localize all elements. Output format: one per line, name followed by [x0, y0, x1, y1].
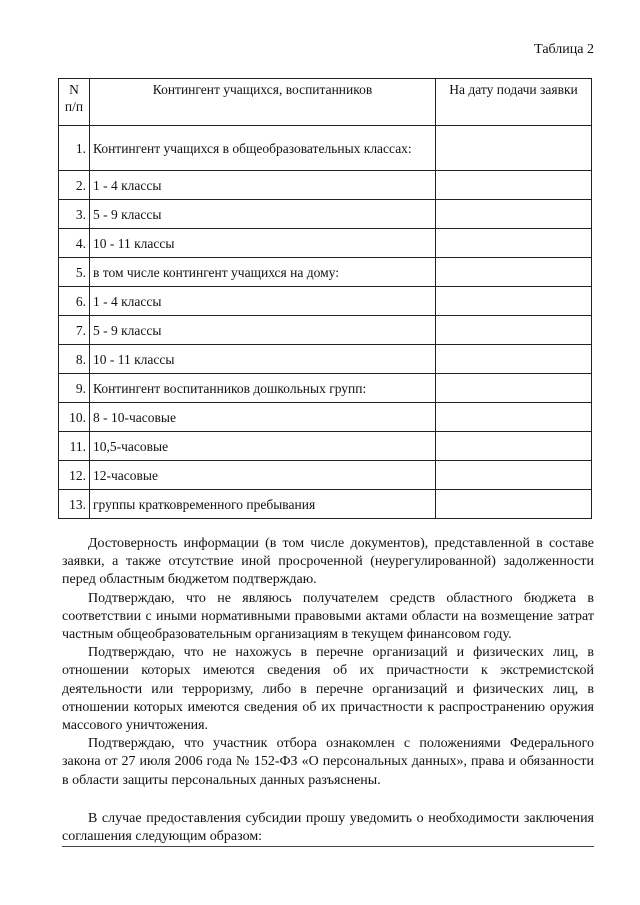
row-number: 7.	[59, 316, 90, 345]
row-value-cell[interactable]	[436, 403, 592, 432]
row-number: 5.	[59, 258, 90, 287]
row-value-cell[interactable]	[436, 374, 592, 403]
row-label: 1 - 4 классы	[90, 287, 436, 316]
row-value-cell[interactable]	[436, 461, 592, 490]
row-number: 6.	[59, 287, 90, 316]
row-value-cell[interactable]	[436, 432, 592, 461]
paragraph-not-recipient: Подтверждаю, что не являюсь получателем средств областного бюджета в соответствии с иными нормативными правовыми актами области на возмещение затрат частным общеобразовательным организациям в текущем финансовом году.	[62, 590, 594, 643]
table-row	[59, 432, 592, 461]
row-number: 11.	[59, 432, 90, 461]
table-row	[59, 200, 592, 229]
row-value-cell[interactable]	[436, 229, 592, 258]
contingent-table	[58, 78, 592, 519]
table-row	[59, 461, 592, 490]
table-row	[59, 171, 592, 200]
row-number: 12.	[59, 461, 90, 490]
row-number: 2.	[59, 171, 90, 200]
row-value-cell[interactable]	[436, 345, 592, 374]
header-date: На дату подачи заявки	[436, 79, 592, 126]
paragraph-not-listed: Подтверждаю, что не нахожусь в перечне организаций и физических лиц, в отношении которых имеются сведения об их причастности к экстремистской деятельности или терроризму, либо в перечне организаций и физических лиц, в отношении которых имеются сведения об их причастности к распространению оружия массового уничтожения.	[62, 645, 594, 734]
row-label: 5 - 9 классы	[90, 316, 436, 345]
table-row	[59, 316, 592, 345]
row-number: 4.	[59, 229, 90, 258]
confirmation-text	[62, 535, 594, 846]
row-value-cell[interactable]	[436, 126, 592, 171]
row-label: 10,5-часовые	[90, 432, 436, 461]
table-row	[59, 258, 592, 287]
row-label: в том числе контингент учащихся на дому:	[90, 258, 436, 287]
row-value-cell[interactable]	[436, 258, 592, 287]
table-row	[59, 403, 592, 432]
table-row	[59, 345, 592, 374]
row-number: 3.	[59, 200, 90, 229]
row-number: 10.	[59, 403, 90, 432]
table-row	[59, 374, 592, 403]
table-row	[59, 126, 592, 171]
row-number: 8.	[59, 345, 90, 374]
row-label: 5 - 9 классы	[90, 200, 436, 229]
table-caption: Таблица 2	[534, 42, 594, 57]
paragraph-reliability: Достоверность информации (в том числе документов), представленной в составе заявки, а также отсутствие иной просроченной (неурегулированной) задолженности перед областным бюджетом подтверждаю.	[62, 536, 594, 588]
fill-in-line[interactable]	[62, 846, 594, 847]
row-value-cell[interactable]	[436, 490, 592, 519]
row-value-cell[interactable]	[436, 200, 592, 229]
table-row	[59, 287, 592, 316]
row-value-cell[interactable]	[436, 171, 592, 200]
row-label: 10 - 11 классы	[90, 345, 436, 374]
header-number: N п/п	[59, 79, 90, 126]
row-number: 13.	[59, 490, 90, 519]
table-row	[59, 229, 592, 258]
row-number: 9.	[59, 374, 90, 403]
row-label: 12-часовые	[90, 461, 436, 490]
table-header-row	[59, 79, 592, 126]
row-label: Контингент учащихся в общеобразовательных классах:	[90, 126, 436, 171]
row-label: группы кратковременного пребывания	[90, 490, 436, 519]
paragraph-notification: В случае предоставления субсидии прошу уведомить о необходимости заключения соглашения следующим образом:	[62, 810, 594, 845]
paragraph-personal-data: Подтверждаю, что участник отбора ознакомлен с положениями Федерального закона от 27 июля 2006 года № 152-ФЗ «О персональных данных», права и обязанности в области защиты персональных данных разъяснены.	[62, 736, 594, 788]
row-value-cell[interactable]	[436, 287, 592, 316]
row-value-cell[interactable]	[436, 316, 592, 345]
row-label: 8 - 10-часовые	[90, 403, 436, 432]
table-row	[59, 490, 592, 519]
row-label: 1 - 4 классы	[90, 171, 436, 200]
row-label: Контингент воспитанников дошкольных групп:	[90, 374, 436, 403]
row-number: 1.	[59, 126, 90, 171]
row-label: 10 - 11 классы	[90, 229, 436, 258]
header-contingent: Контингент учащихся, воспитанников	[90, 79, 436, 126]
